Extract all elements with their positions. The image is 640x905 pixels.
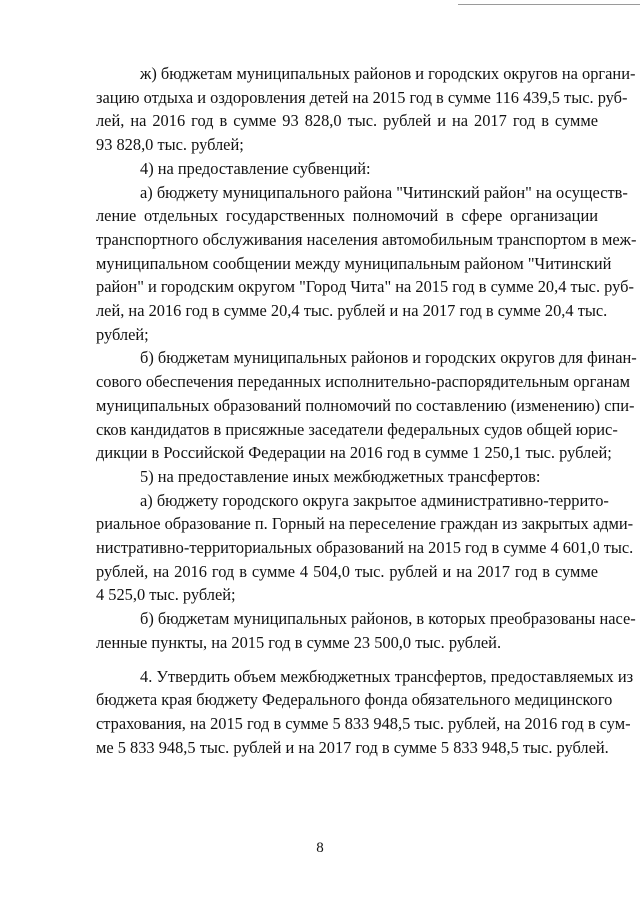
paragraph-jurors-lists	[96, 346, 637, 465]
paragraph-other-transfers-heading	[96, 465, 598, 489]
text-line: 5) на предоставление иных межбюджетных трансфертов:	[140, 466, 541, 486]
text-line: муниципальных образований полномочий по составлению (изменению) спи-	[96, 395, 635, 415]
text-line: ме 5 833 948,5 тыс. рублей и на 2017 год в сумме 5 833 948,5 тыс. рублей.	[96, 737, 609, 757]
text-line: зацию отдыха и оздоровления детей на 2015 год в сумме 116 439,5 тыс. руб-	[96, 87, 628, 107]
text-line: риальное образование п. Горный на переселение граждан из закрытых адми-	[96, 514, 634, 534]
text-line: бюджета края бюджету Федерального фонда обязательного медицинского	[96, 690, 613, 710]
text-line: 4 525,0 тыс. рублей;	[96, 585, 236, 605]
text-line: лей, на 2016 год в сумме 20,4 тыс. рублей и на 2017 год в сумме 20,4 тыс.	[96, 301, 608, 321]
text-line: муниципальном сообщении между муниципальным районом "Читинский	[96, 253, 612, 273]
paragraph-transformed-settlements	[96, 607, 636, 654]
text-line: нистративно-территориальных образований на 2015 год в сумме 4 601,0 тыс.	[96, 538, 634, 558]
text-line: страхования, на 2015 год в сумме 5 833 948,5 тыс. рублей, на 2016 год в сум-	[96, 713, 631, 733]
paragraph-chita-district-transport	[96, 181, 637, 347]
document-page	[96, 62, 637, 759]
text-line: сового обеспечения переданных исполнительно-распорядительным органам	[96, 372, 631, 392]
text-line: ж) бюджетам муниципальных районов и городских округов на органи-	[140, 64, 636, 83]
text-line: 93 828,0 тыс. рублей;	[96, 135, 244, 155]
paragraph-subventions-heading	[96, 157, 598, 181]
text-line: лей, на 2016 год в сумме 93 828,0 тыс. рублей и на 2017 год в сумме	[96, 111, 598, 131]
paragraph-gap	[96, 655, 598, 665]
top-edge-rule	[458, 4, 640, 5]
page-number: 8	[316, 840, 324, 856]
text-line: транспортного обслуживания населения автомобильным транспортом в меж-	[96, 229, 637, 249]
paragraph-item-4-medical-insurance	[96, 665, 634, 760]
text-line: рублей;	[96, 324, 149, 344]
text-line: а) бюджету городского округа закрытое административно-террито-	[140, 490, 609, 510]
text-line: ление отдельных государственных полномочий в сфере организации	[96, 206, 598, 226]
text-line: сков кандидатов в присяжные заседатели федеральных судов общей юрис-	[96, 419, 618, 439]
paragraph-gorny-resettlement	[96, 489, 634, 608]
text-line: дикции в Российской Федерации на 2016 год в сумме 1 250,1 тыс. рублей;	[96, 443, 612, 463]
text-line: ленные пункты, на 2015 год в сумме 23 500,0 тыс. рублей.	[96, 632, 502, 652]
text-line: район" и городским округом "Город Чита" на 2015 год в сумме 20,4 тыс. руб-	[96, 277, 634, 297]
text-line: 4) на предоставление субвенций:	[140, 158, 371, 178]
text-line: 4. Утвердить объем межбюджетных трансфертов, предоставляемых из	[140, 666, 634, 686]
text-line: а) бюджету муниципального района "Читинский район" на осуществ-	[140, 182, 628, 202]
text-line: рублей, на 2016 год в сумме 4 504,0 тыс. рублей и на 2017 год в сумме	[96, 561, 598, 581]
text-line: б) бюджетам муниципальных районов и городских округов для финан-	[140, 348, 637, 368]
paragraph-budget-child-recreation	[96, 62, 636, 157]
text-line: б) бюджетам муниципальных районов, в которых преобразованы насе-	[140, 609, 636, 629]
